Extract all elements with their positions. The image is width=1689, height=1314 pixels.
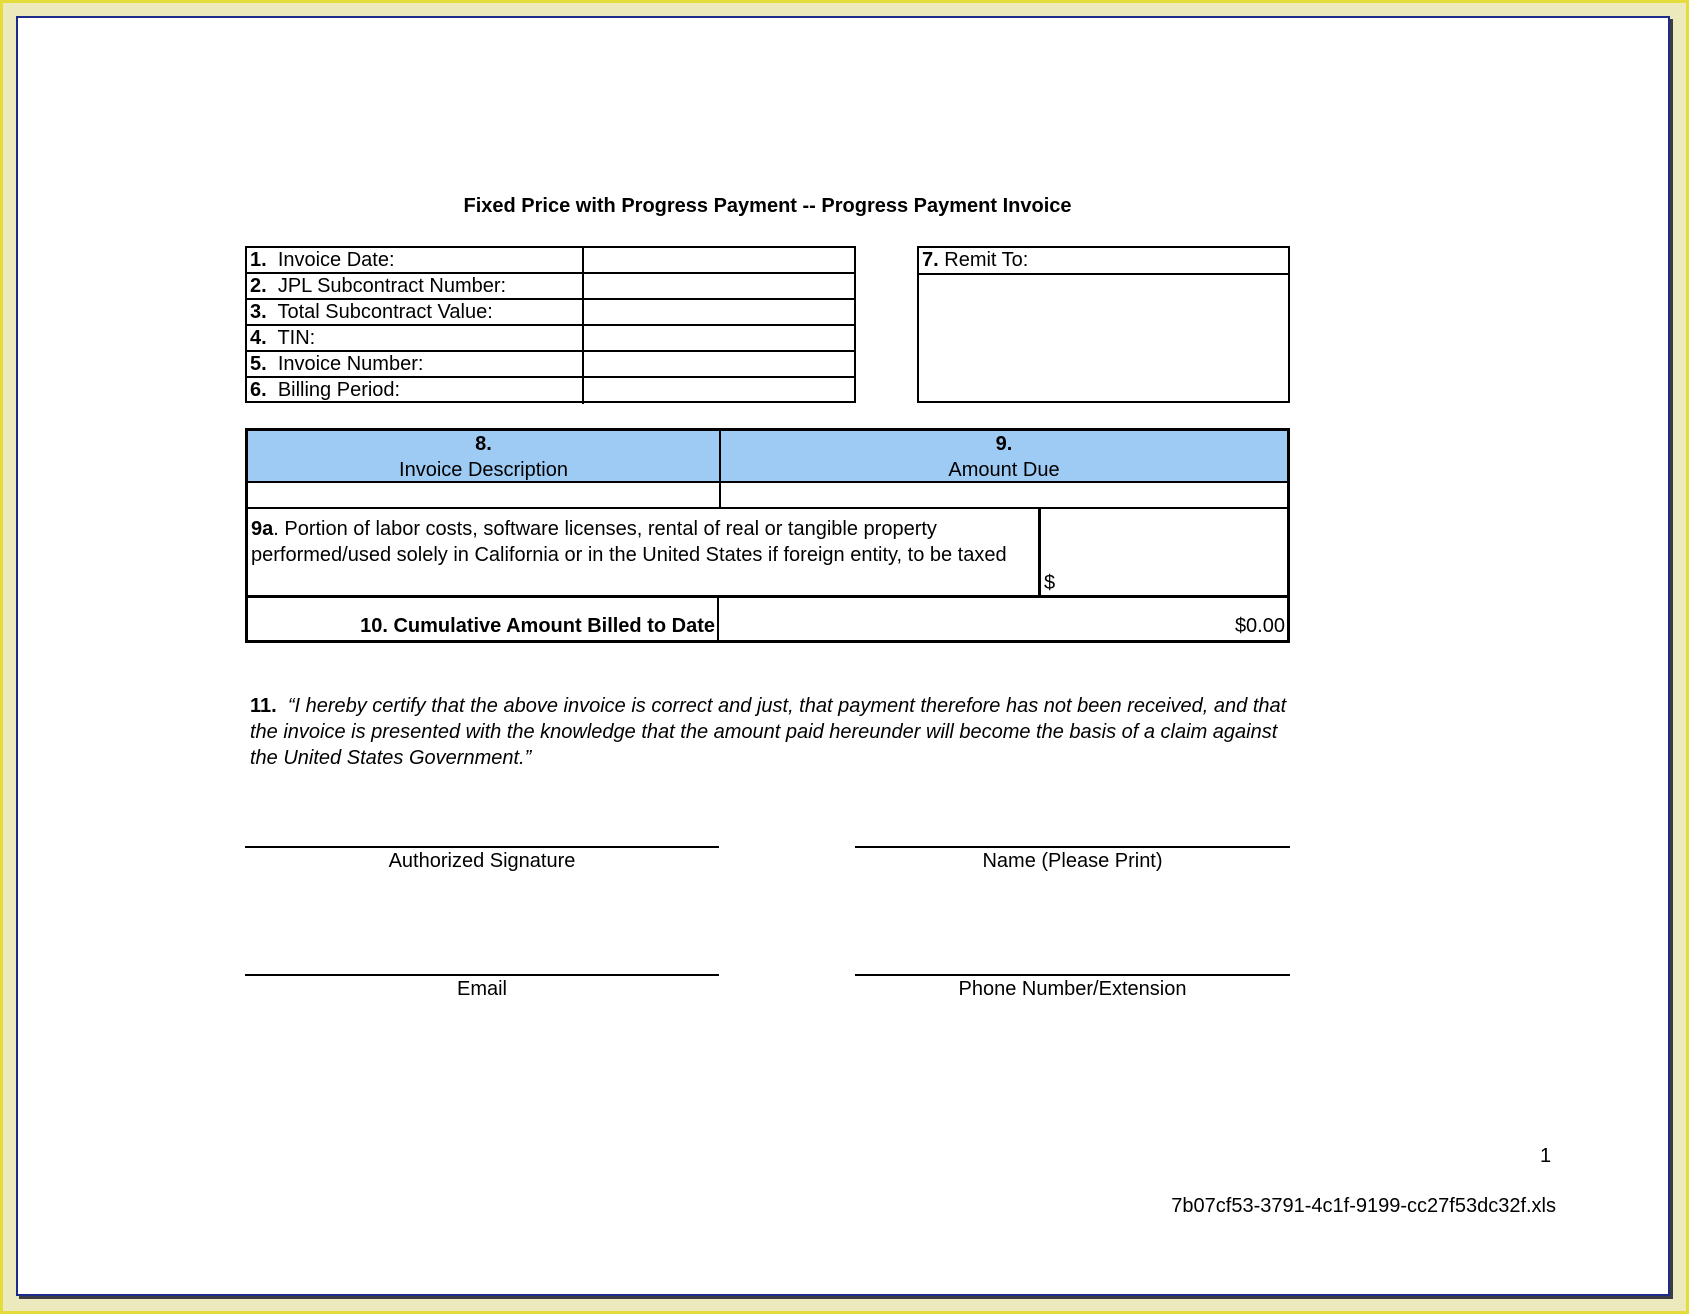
info-row-subcontract-value xyxy=(247,300,854,326)
field-number: 6. xyxy=(250,379,267,401)
invoice-line-row[interactable] xyxy=(248,483,1287,509)
col-label: Invoice Description xyxy=(399,459,568,481)
field-label: TIN: xyxy=(277,327,316,349)
row-9a-text: . Portion of labor costs, software licenses, rental of real or tangible property performed/used solely in California or in the United States if foreign entity, to be taxed xyxy=(251,518,1007,566)
file-name: 7b07cf53-3791-4c1f-9199-cc27f53dc32f.xls xyxy=(1171,1195,1556,1217)
email-line[interactable]: Email xyxy=(245,974,719,1006)
info-row-invoice-number xyxy=(247,352,854,378)
col-number: 8. xyxy=(475,433,492,455)
name-print-line[interactable]: Name (Please Print) xyxy=(855,846,1290,878)
remit-number: 7. xyxy=(922,249,939,271)
field-label: Invoice Number: xyxy=(277,353,424,375)
currency-symbol: $ xyxy=(1044,572,1056,594)
remit-to-header xyxy=(919,248,1288,275)
info-row-billing-period xyxy=(247,378,854,404)
certification-number: 11. xyxy=(250,695,277,717)
field-number: 2. xyxy=(250,275,267,297)
field-number: 1. xyxy=(250,249,267,271)
remit-label: Remit To: xyxy=(944,249,1029,271)
subcontract-value-field[interactable] xyxy=(582,298,856,326)
field-label: Invoice Date: xyxy=(277,249,395,271)
document-title: Fixed Price with Progress Payment -- Progress Payment Invoice xyxy=(463,195,1072,217)
amount-due-header xyxy=(721,431,1287,483)
info-table xyxy=(245,246,856,403)
field-number: 4. xyxy=(250,327,267,349)
page-number: 1 xyxy=(1540,1145,1552,1167)
remit-to-box[interactable] xyxy=(917,246,1290,403)
certification-text xyxy=(250,693,1290,771)
field-number: 5. xyxy=(250,353,267,375)
invoice-date-field[interactable] xyxy=(582,246,856,274)
field-label: JPL Subcontract Number: xyxy=(277,275,507,297)
cumulative-amount-label: 10. Cumulative Amount Billed to Date xyxy=(248,598,719,640)
phone-line[interactable]: Phone Number/Extension xyxy=(855,974,1290,1006)
info-row-subcontract-number xyxy=(247,274,854,300)
invoice-description-header xyxy=(248,431,721,483)
billing-period-field[interactable] xyxy=(582,376,856,404)
field-label: Total Subcontract Value: xyxy=(277,301,493,323)
row-9a-number: 9a xyxy=(251,518,274,540)
column-divider xyxy=(719,483,721,507)
invoice-number-field[interactable] xyxy=(582,350,856,378)
col-number: 9. xyxy=(995,433,1013,455)
info-row-tin xyxy=(247,326,854,352)
info-row-invoice-date xyxy=(247,248,854,274)
subcontract-number-field[interactable] xyxy=(582,272,856,300)
row-9a xyxy=(248,509,1287,598)
tin-field[interactable] xyxy=(582,324,856,352)
authorized-signature-line[interactable]: Authorized Signature xyxy=(245,846,719,878)
certification-statement: “I hereby certify that the above invoice is correct and just, that payment therefore has not been received, and that the invoice is presented with the knowledge that the amount paid hereunder will become the basis of a claim against the United States Government.” xyxy=(250,695,1287,769)
field-label: Billing Period: xyxy=(277,379,401,401)
invoice-table xyxy=(245,428,1290,643)
cumulative-amount-value: $0.00 xyxy=(1234,615,1285,637)
field-number: 3. xyxy=(250,301,267,323)
row-10 xyxy=(248,598,1287,640)
row-9a-amount-field[interactable] xyxy=(1038,509,1287,595)
col-label: Amount Due xyxy=(948,459,1060,481)
